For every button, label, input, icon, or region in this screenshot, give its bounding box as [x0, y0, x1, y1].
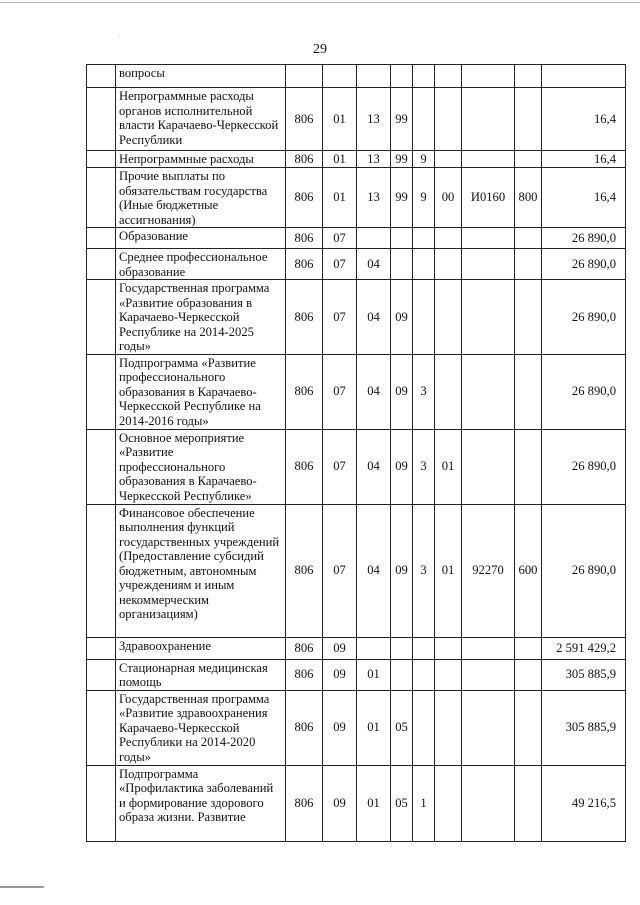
amount-cell: 305 885,9 — [542, 690, 626, 765]
table-row — [87, 228, 626, 249]
table-row — [87, 765, 626, 841]
code-cell-c1: 806 — [286, 168, 323, 228]
margin-cell — [87, 280, 116, 355]
code-cell-c7 — [462, 280, 515, 355]
code-cell-c2: 01 — [323, 88, 357, 151]
code-cell-c4 — [391, 249, 413, 280]
amount-cell: 26 890,0 — [542, 249, 626, 280]
code-cell-c6 — [435, 765, 462, 841]
table-row — [87, 504, 626, 637]
code-cell-c6 — [435, 690, 462, 765]
code-cell-c5 — [413, 637, 435, 659]
code-cell-c4: 09 — [391, 280, 413, 355]
code-cell-c1: 806 — [286, 280, 323, 355]
code-cell-c2 — [323, 65, 357, 88]
code-cell-c3: 13 — [357, 168, 391, 228]
code-cell-c7 — [462, 637, 515, 659]
table-row — [87, 151, 626, 168]
code-cell-c5: 3 — [413, 429, 435, 504]
table-row — [87, 637, 626, 659]
code-cell-c8 — [515, 659, 542, 690]
margin-cell — [87, 168, 116, 228]
code-cell-c2: 09 — [323, 690, 357, 765]
code-cell-c3: 04 — [357, 504, 391, 637]
code-cell-c7 — [462, 228, 515, 249]
table-row — [87, 88, 626, 151]
code-cell-c8 — [515, 637, 542, 659]
amount-cell: 16,4 — [542, 168, 626, 228]
code-cell-c4: 99 — [391, 168, 413, 228]
amount-cell: 26 890,0 — [542, 504, 626, 637]
top-rule — [0, 2, 640, 3]
table-row — [87, 280, 626, 355]
row-name: Финансовое обеспечение выполнения функций государственных учреждений (Предоставление субсидий бюджетным, автономным учреждениям и иным некоммерческим организациям) — [116, 504, 286, 637]
code-cell-c2: 01 — [323, 168, 357, 228]
margin-cell — [87, 659, 116, 690]
amount-cell: 2 591 429,2 — [542, 637, 626, 659]
code-cell-c5: 9 — [413, 151, 435, 168]
code-cell-c5: 9 — [413, 168, 435, 228]
margin-cell — [87, 690, 116, 765]
code-cell-c5 — [413, 228, 435, 249]
code-cell-c1: 806 — [286, 88, 323, 151]
code-cell-c6: 01 — [435, 429, 462, 504]
code-cell-c7 — [462, 88, 515, 151]
amount-cell: 16,4 — [542, 151, 626, 168]
code-cell-c2: 07 — [323, 280, 357, 355]
margin-cell — [87, 249, 116, 280]
code-cell-c7 — [462, 765, 515, 841]
code-cell-c4: 05 — [391, 765, 413, 841]
table-row — [87, 354, 626, 429]
code-cell-c7 — [462, 65, 515, 88]
table-row — [87, 659, 626, 690]
code-cell-c5 — [413, 659, 435, 690]
code-cell-c6 — [435, 659, 462, 690]
amount-cell: 26 890,0 — [542, 354, 626, 429]
code-cell-c2: 07 — [323, 228, 357, 249]
code-cell-c6 — [435, 637, 462, 659]
code-cell-c1: 806 — [286, 354, 323, 429]
code-cell-c8 — [515, 280, 542, 355]
code-cell-c5 — [413, 65, 435, 88]
code-cell-c5: 1 — [413, 765, 435, 841]
margin-cell — [87, 637, 116, 659]
amount-cell: 26 890,0 — [542, 228, 626, 249]
row-name: Государственная программа «Развитие здравоохранения Карачаево-Черкесской Республики на 2014-2020 годы» — [116, 690, 286, 765]
code-cell-c6 — [435, 65, 462, 88]
code-cell-c1: 806 — [286, 659, 323, 690]
margin-cell — [87, 151, 116, 168]
code-cell-c4: 99 — [391, 88, 413, 151]
code-cell-c1: 806 — [286, 690, 323, 765]
code-cell-c1: 806 — [286, 504, 323, 637]
code-cell-c3: 01 — [357, 690, 391, 765]
margin-cell — [87, 504, 116, 637]
code-cell-c3: 04 — [357, 249, 391, 280]
margin-mark: · — [118, 30, 121, 40]
code-cell-c8 — [515, 429, 542, 504]
code-cell-c7 — [462, 659, 515, 690]
code-cell-c1: 806 — [286, 429, 323, 504]
amount-cell: 16,4 — [542, 88, 626, 151]
code-cell-c7 — [462, 429, 515, 504]
code-cell-c2: 01 — [323, 151, 357, 168]
amount-cell — [542, 65, 626, 88]
code-cell-c3 — [357, 65, 391, 88]
code-cell-c6 — [435, 151, 462, 168]
row-name: Подпрограмма «Развитие профессионального образования в Карачаево-Черкесской Республике на 2014-2016 годы» — [116, 354, 286, 429]
code-cell-c1: 806 — [286, 765, 323, 841]
code-cell-c2: 07 — [323, 429, 357, 504]
code-cell-c6: 01 — [435, 504, 462, 637]
margin-cell — [87, 65, 116, 88]
code-cell-c8 — [515, 249, 542, 280]
code-cell-c8: 600 — [515, 504, 542, 637]
table-row — [87, 65, 626, 88]
row-name: Непрограммные расходы — [116, 151, 286, 168]
code-cell-c5: 3 — [413, 504, 435, 637]
code-cell-c4 — [391, 637, 413, 659]
code-cell-c4: 09 — [391, 504, 413, 637]
code-cell-c4: 09 — [391, 429, 413, 504]
code-cell-c2: 09 — [323, 765, 357, 841]
code-cell-c8 — [515, 228, 542, 249]
table-row — [87, 429, 626, 504]
table-row — [87, 168, 626, 228]
code-cell-c1: 806 — [286, 637, 323, 659]
code-cell-c3: 04 — [357, 429, 391, 504]
amount-cell: 26 890,0 — [542, 429, 626, 504]
table-row — [87, 249, 626, 280]
code-cell-c2: 09 — [323, 659, 357, 690]
margin-cell — [87, 354, 116, 429]
row-name: Основное мероприятие «Развитие профессионального образования в Карачаево-Черкесской Республике» — [116, 429, 286, 504]
code-cell-c2: 07 — [323, 249, 357, 280]
code-cell-c5: 3 — [413, 354, 435, 429]
code-cell-c4: 99 — [391, 151, 413, 168]
code-cell-c8 — [515, 765, 542, 841]
code-cell-c5 — [413, 249, 435, 280]
row-name: Образование — [116, 228, 286, 249]
code-cell-c8: 800 — [515, 168, 542, 228]
code-cell-c6 — [435, 88, 462, 151]
margin-cell — [87, 765, 116, 841]
amount-cell: 49 216,5 — [542, 765, 626, 841]
code-cell-c8 — [515, 88, 542, 151]
code-cell-c7: 92270 — [462, 504, 515, 637]
code-cell-c6 — [435, 249, 462, 280]
code-cell-c8 — [515, 151, 542, 168]
code-cell-c5 — [413, 280, 435, 355]
code-cell-c3: 01 — [357, 659, 391, 690]
code-cell-c3: 04 — [357, 354, 391, 429]
code-cell-c6 — [435, 280, 462, 355]
code-cell-c8 — [515, 690, 542, 765]
code-cell-c2: 07 — [323, 354, 357, 429]
row-name: Подпрограмма «Профилактика заболеваний и формирование здорового образа жизни. Развитие — [116, 765, 286, 841]
code-cell-c7 — [462, 690, 515, 765]
budget-table — [86, 64, 626, 842]
margin-cell — [87, 429, 116, 504]
row-name: Государственная программа «Развитие образования в Карачаево-Черкесской Республике на 2014-2025 годы» — [116, 280, 286, 355]
code-cell-c5 — [413, 88, 435, 151]
amount-cell: 26 890,0 — [542, 280, 626, 355]
code-cell-c8 — [515, 65, 542, 88]
code-cell-c1: 806 — [286, 249, 323, 280]
code-cell-c7 — [462, 151, 515, 168]
code-cell-c1: 806 — [286, 151, 323, 168]
code-cell-c7 — [462, 354, 515, 429]
margin-cell — [87, 88, 116, 151]
code-cell-c3 — [357, 228, 391, 249]
row-name: Прочие выплаты по обязательствам государства (Иные бюджетные ассигнования) — [116, 168, 286, 228]
amount-cell: 305 885,9 — [542, 659, 626, 690]
code-cell-c3: 04 — [357, 280, 391, 355]
footer-rule — [0, 886, 44, 888]
code-cell-c2: 07 — [323, 504, 357, 637]
code-cell-c5 — [413, 690, 435, 765]
code-cell-c4 — [391, 659, 413, 690]
code-cell-c4: 05 — [391, 690, 413, 765]
code-cell-c6 — [435, 354, 462, 429]
row-name: Среднее профессиональное образование — [116, 249, 286, 280]
code-cell-c6 — [435, 228, 462, 249]
code-cell-c3: 13 — [357, 151, 391, 168]
code-cell-c1 — [286, 65, 323, 88]
margin-cell — [87, 228, 116, 249]
code-cell-c3 — [357, 637, 391, 659]
row-name: Стационарная медицинская помощь — [116, 659, 286, 690]
code-cell-c1: 806 — [286, 228, 323, 249]
code-cell-c4 — [391, 228, 413, 249]
row-name: Здравоохранение — [116, 637, 286, 659]
code-cell-c2: 09 — [323, 637, 357, 659]
row-name: вопросы — [116, 65, 286, 88]
page-number: 29 — [313, 42, 327, 57]
code-cell-c4 — [391, 65, 413, 88]
row-name: Непрограммные расходы органов исполнительной власти Карачаево-Черкесской Республики — [116, 88, 286, 151]
code-cell-c7 — [462, 249, 515, 280]
code-cell-c4: 09 — [391, 354, 413, 429]
code-cell-c3: 01 — [357, 765, 391, 841]
code-cell-c8 — [515, 354, 542, 429]
code-cell-c3: 13 — [357, 88, 391, 151]
code-cell-c7: И0160 — [462, 168, 515, 228]
table-row — [87, 690, 626, 765]
code-cell-c6: 00 — [435, 168, 462, 228]
